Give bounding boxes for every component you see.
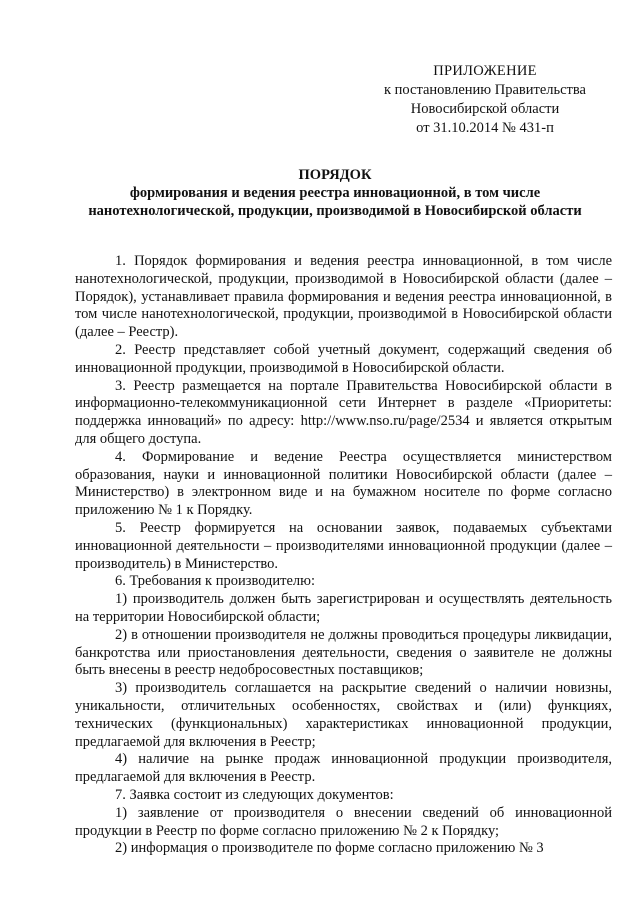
- paragraph: 7. Заявка состоит из следующих документов:: [115, 786, 394, 803]
- list-item: 2) в отношении производителя не должны проводиться процедуры ликвидации, банкротства или приостановления деятельности, сведения о заявителе не должны быть внесены в реестр недобросовестных поставщиков;: [75, 626, 612, 679]
- paragraph: 2. Реестр представляет собой учетный документ, содержащий сведения об инновационной продукции, производимой в Новосибирской области.: [75, 341, 612, 376]
- paragraph: 1. Порядок формирования и ведения реестра инновационной, в том числе нанотехнологической, продукции, производимой в Новосибирской области (далее – Порядок), устанавливает правила формирования и ведения реестра инновационной, в том числе нанотехнологической, продукции, производимой в Новосибирской области (далее – Реестр).: [75, 253, 612, 341]
- document-heading: [70, 166, 600, 220]
- appendix-block: [380, 62, 590, 138]
- list-item: 2) информация о производителе по форме согласно приложению № 3: [115, 840, 544, 857]
- paragraph: 5. Реестр формируется на основании заявок, подаваемых субъектами инновационной деятельности – производителями инновационной продукции (далее – производитель) в Министерство.: [75, 519, 612, 572]
- list-item: 1) производитель должен быть зарегистрирован и осуществлять деятельность на территории Новосибирской области;: [75, 591, 612, 625]
- paragraph: 6. Требования к производителю:: [115, 573, 316, 590]
- appendix-line: Новосибирской области: [410, 101, 560, 117]
- list-item: 1) заявление от производителя о внесении сведений об инновационной продукции в Реестр по форме согласно приложению № 2 к Порядку;: [75, 804, 612, 839]
- paragraph: 4. Формирование и ведение Реестра осуществляется министерством образования, науки и инновационной политики Новосибирской области (далее – Министерство) в электронном виде и на бумажном носителе по форме согласно приложению № 1 к Порядку.: [75, 448, 612, 519]
- appendix-title: ПРИЛОЖЕНИЕ: [433, 63, 537, 79]
- appendix-date: от 31.10.2014 № 431-п: [416, 120, 554, 136]
- heading-subtitle-line: нанотехнологической, продукции, производимой в Новосибирской области: [88, 203, 582, 219]
- list-item: 4) наличие на рынке продаж инновационной продукции производителя, предлагаемой для включения в Реестр.: [75, 751, 612, 786]
- heading-title: ПОРЯДОК: [298, 167, 372, 183]
- paragraph: 3. Реестр размещается на портале Правительства Новосибирской области в информационно-телекоммуникационной сети Интернет в разделе «Приоритеты: поддержка инноваций» по адресу: http://www.nso.ru/page/2534 и является открытым для общего доступа.: [75, 377, 612, 447]
- appendix-line: к постановлению Правительства: [384, 82, 586, 98]
- list-item: 3) производитель соглашается на раскрытие сведений о наличии новизны, уникальности, отличительных особенностях, свойствах и (или) функциях, технических (функциональных) характеристиках инновационной продукции, предлагаемой для включения в Реестр;: [75, 680, 612, 750]
- heading-subtitle-line: формирования и ведения реестра инновационной, в том числе: [129, 185, 541, 201]
- document-body: [75, 253, 612, 858]
